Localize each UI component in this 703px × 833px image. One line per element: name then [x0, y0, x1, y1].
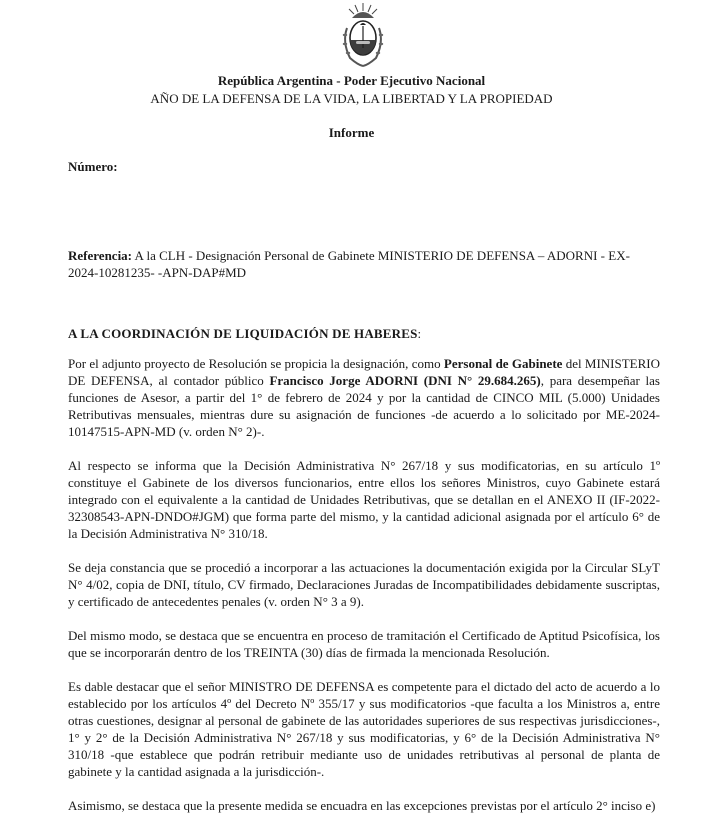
coat-of-arms-icon [338, 2, 388, 68]
p1-bold-role: Personal de Gabinete [443, 356, 563, 371]
p1-text-a: Por el adjunto proyecto de Resolución se propicia la designación, como [68, 356, 444, 371]
p1-bold-person: Francisco Jorge ADORNI (DNI N° 29.684.265) [269, 373, 541, 388]
addressee-suffix: : [417, 326, 422, 341]
p1-text-c: del MINISTERIO DE DEFENSA, al contador público [68, 356, 660, 388]
addressee [68, 325, 421, 342]
referencia-text: A la CLH - Designación Personal de Gabinete MINISTERIO DE DEFENSA – ADORNI - EX-2024-10281235- -APN-DAP#MD [68, 248, 630, 280]
paragraph-5: Es dable destacar que el señor MINISTRO DE DEFENSA es competente para el dictado del acto de acuerdo a lo establecido por los artículos 4º del Decreto Nº 355/17 y sus modificatorios -que faculta a los Ministros a, entre otras cuestiones, designar al personal de gabinete de las autoridades superiores de sus respectivas jurisdicciones-, 1° y 2° de la Decisión Administrativa N° 267/18 y sus modificatorias, y 6° de la Decisión Administrativa N° 310/18 -que establece que podrán retribuir mediante uso de unidades retributivas al personal de planta de gabinete y la cantidad asignada a la jurisdicción-. [68, 679, 660, 779]
referencia-label: Referencia: [68, 248, 133, 263]
header-year-motto: AÑO DE LA DEFENSA DE LA VIDA, LA LIBERTAD Y LA PROPIEDAD [150, 91, 553, 106]
header-government: República Argentina - Poder Ejecutivo Nacional [217, 73, 486, 88]
paragraph-1 [68, 355, 660, 440]
numero-label: Número: [68, 159, 118, 174]
addressee-title: A LA COORDINACIÓN DE LIQUIDACIÓN DE HABERES [68, 326, 418, 341]
paragraph-4: Del mismo modo, se destaca que se encuentra en proceso de tramitación el Certificado de Aptitud Psicofísica, los que se incorporarán dentro de los TREINTA (30) días de firmada la mencionada Resolución. [68, 628, 660, 660]
referencia [68, 247, 660, 281]
paragraph-6: Asimismo, se destaca que la presente medida se encuadra en las excepciones previstas por el artículo 2° inciso e) [68, 798, 656, 813]
p1-text-e: , para desempeñar las funciones de Asesor, a partir del 1° de febrero de 2024 y por la cantidad de CINCO MIL (5.000) Unidades Retributivas mensuales, mientras dure su asignación de funciones -de acuerdo a lo solicitado por ME-2024-10147515-APN-MD (v. orden N° 2)-. [68, 373, 660, 439]
document-type: Informe [328, 125, 375, 140]
report-body [68, 355, 660, 831]
paragraph-3: Se deja constancia que se procedió a incorporar a las actuaciones la documentación exigida por la Circular SLyT N° 4/02, copia de DNI, título, CV firmado, Declaraciones Juradas de Incompatibilidades debidamente suscriptas, y certificado de antecedentes penales (v. orden N° 3 a 9). [68, 560, 660, 609]
paragraph-2: Al respecto se informa que la Decisión Administrativa N° 267/18 y sus modificatorias, en su artículo 1º constituye el Gabinete de los diversos funcionarios, entre ellos los señores Ministros, cuyo Gabinete estará integrado con el equivalente a la cantidad de Unidades Retributivas, que se detallan en el ANEXO II (IF-2022-32308543-APN-DNDO#JGM) que forma parte del mismo, y la cantidad adicional asignada por el artículo 6° de la Decisión Administrativa N° 310/18. [68, 458, 660, 541]
